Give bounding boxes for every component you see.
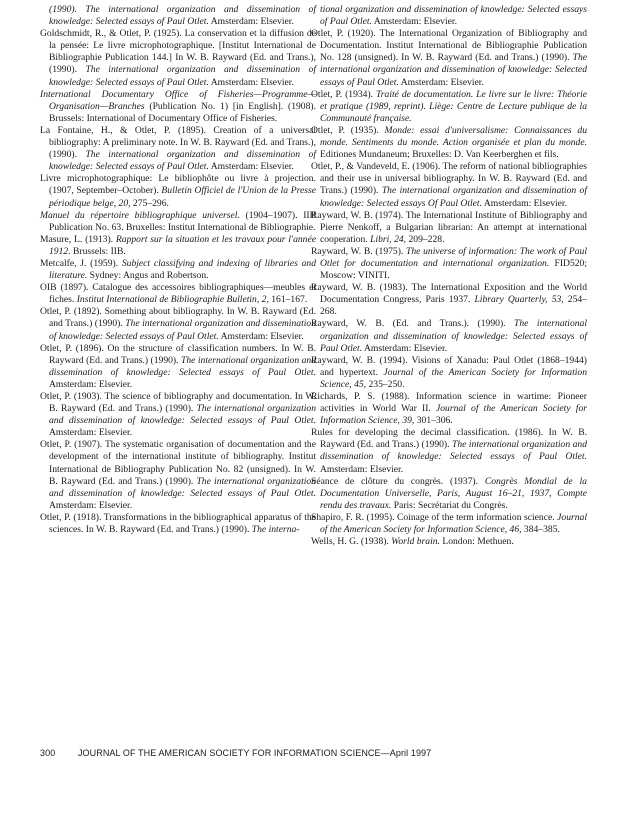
reference-text: Otlet, P. (1920). The International Organization of Bibliography and Documentation. Institut International de Bibliographie Publication No. 128 (unsigned). In W. B. Rayward (Ed. and Trans.) (1990). <box>311 28 587 64</box>
reference-text-tail: Amsterdam: Elsevier. <box>218 330 304 342</box>
reference-text-tail: Editiones Mundaneum; Bruxelles: D. Van Keerberghen et fils. <box>320 149 559 161</box>
reference-text: Otlet, P. (1907). The systematic organisation of documentation and the development of the international institute of bibliography. Institut International de Bibliography Publication No. 82 (unsigned). In W. B. Rayward (Ed. and Trans.) (1990). <box>40 439 316 487</box>
reference-italic-text: The international organization and dissemination of knowledge: Selected essays of Paul Otlet. <box>320 52 587 88</box>
reference-italic-text: Journal of the American Society for Information Science, 45, <box>320 366 587 390</box>
reference-text-tail: Amsterdam: Elsevier. <box>320 463 404 475</box>
reference-text: Rayward, W. B. (1983). The International Exposition and the World Documentation Congress, Paris 1937. <box>311 282 587 306</box>
reference-italic-text: Manuel du répertoire bibliographique universel. <box>40 209 240 221</box>
reference-entry <box>40 210 316 234</box>
reference-text-tail: Amsterdam: Elsevier. <box>362 342 448 354</box>
reference-entry <box>311 476 587 512</box>
reference-entry <box>40 306 316 342</box>
reference-text: La Fontaine, H., & Otlet, P. (1895). Creation of a universal bibliography: A preliminary note. In W. B. Rayward (Ed. and Trans.), (1990). <box>40 124 316 161</box>
reference-entry <box>40 282 316 306</box>
reference-italic-text: The universe of information: The work of Paul Otlet for documentation and international organization. <box>320 245 587 269</box>
reference-italic-text: The international organization and dissemination of knowledge: Selected essays of Paul Otlet. <box>49 475 316 499</box>
reference-text-tail: Amsterdam: Elsevier. <box>49 378 133 390</box>
reference-text-tail: 235–250. <box>366 378 405 390</box>
reference-italic-text: Libri, 24, <box>370 233 407 245</box>
reference-entry <box>40 391 316 439</box>
reference-entry <box>40 125 316 173</box>
reference-text: Otlet, P. (1903). The science of bibliography and documentation. In W. B. Rayward (Ed. and Trans.) (1990). <box>40 391 316 415</box>
reference-text: Otlet, P. (1918). Transformations in the bibliographical apparatus of the sciences. In W. B. Rayward (Ed. and Trans.) (1990). <box>40 511 316 536</box>
reference-text: Otlet, P. (1934). <box>311 88 376 100</box>
reference-italic-text: Rapport sur la situation et les travaux pour l'année 1912. <box>49 233 316 257</box>
reference-italic-text: International Documentary Office of Fisheries—Programme—Organisation—Branches <box>40 88 316 112</box>
reference-text: Livre microphotographique: Le bibliophôte ou livre à projection. (1907, September–October). <box>40 173 316 197</box>
reference-italic-text: Bulletin Officiel de l'Union de la Presse périodique belge, 20, <box>49 185 316 209</box>
reference-text: Rayward, W. B. (1994). Visions of Xanadu: Paul Otlet (1868–1944) and hypertext. <box>311 354 587 378</box>
reference-entry <box>40 4 316 28</box>
reference-italic-text: Subject classifying and indexing of libraries and literature. <box>49 257 316 282</box>
reference-text-tail: Amsterdam: Elsevier. <box>208 16 294 28</box>
reference-text-tail: Sydney: Angus and Robertson. <box>87 270 209 282</box>
reference-italic-text: Monde: essai d'universalisme: Connaissances du monde. Sentiments du monde. Action organisée et plan du monde. <box>320 124 587 149</box>
reference-italic-text: The international organization and dissemination of knowledge: Selected essays Of Paul Otlet. <box>320 185 588 209</box>
reference-entry <box>311 28 587 88</box>
reference-text: Richards, P. S. (1988). Information science in wartime: Pioneer activities in World War II. <box>311 391 587 415</box>
reference-entry <box>311 536 587 548</box>
journal-running-footer: JOURNAL OF THE AMERICAN SOCIETY FOR INFORMATION SCIENCE—April 1997 <box>77 748 432 758</box>
reference-text-tail: Amsterdam: Elsevier. <box>49 499 133 511</box>
reference-text: Rayward, W. B. (1975). <box>311 245 407 257</box>
reference-text-tail: Amsterdam: Elsevier. <box>208 76 294 88</box>
reference-entry <box>311 246 587 282</box>
reference-text: Otlet, P., & Vandeveld, E. (1906). The reform of national bibliographies and their use in universal bibliography. In W. B. Rayward (Ed. and Trans.) (1990). <box>311 161 587 197</box>
reference-entry <box>311 89 587 125</box>
reference-italic-text: World brain. <box>391 536 440 548</box>
reference-entry <box>40 28 316 88</box>
reference-text: Rayward, W. B. (1974). The International Institute of Bibliography and Pierre Nenkoff, a Bulgarian librarian: An attempt at international cooperation. <box>311 209 587 245</box>
reference-italic-text: tional organization and dissemination of knowledge: Selected essays of Paul Otlet. <box>320 4 587 28</box>
reference-text-tail: (1904–1907). IIB Publication No. 63. Bruxelles: Institut International de Bibliographie. <box>49 209 316 233</box>
reference-italic-text: The international organization and dissemination of knowledge: Selected essays of Paul Otlet. <box>49 318 316 342</box>
reference-text-tail: Amsterdam: Elsevier. <box>371 16 457 28</box>
reference-entry <box>311 318 587 354</box>
reference-italic-text: Institut International de Bibliographie Bulletin, 2, <box>76 294 269 306</box>
reference-entry <box>40 439 316 512</box>
reference-text: Wells, H. G. (1938). <box>311 536 392 548</box>
reference-text-tail: Amsterdam: Elsevier. <box>208 161 294 173</box>
page-footer <box>40 748 431 758</box>
reference-entry <box>311 391 587 427</box>
reference-text: Otlet, P. (1892). Something about bibliography. In W. B. Rayward (Ed. and Trans.) (1990). <box>40 306 316 330</box>
reference-italic-text: Traité de documentation. Le livre sur le livre: Théorie et pratique (1989, reprint). Liège: Centre de Lecture publique de la Communauté française. <box>320 88 587 124</box>
reference-italic-text: Journal of the American Society for Information Science, 39, <box>320 403 587 427</box>
reference-text: Goldschmidt, R., & Otlet, P. (1925). La conservation et la diffusion de la pensée: Le livre microphotographique. [Institut International de Bibliographie Publication 144.] In W. B. Rayward (Ed. and Trans.), (1990). <box>40 28 316 76</box>
reference-italic-text: The international organization and dissemination of knowledge: Selected essays of Paul Otlet. <box>320 439 587 463</box>
reference-italic-text: The international organization and dissemination of knowledge: Selected essays of Paul Otlet. <box>49 354 316 378</box>
reference-entry <box>311 355 587 391</box>
reference-text: Shapiro, F. R. (1995). Coinage of the term information science. <box>311 511 558 523</box>
reference-italic-text: The interna- <box>251 524 300 536</box>
reference-text-tail: Amsterdam: Elsevier. <box>481 197 567 209</box>
reference-italic-text: The international organization and dissemination of knowledge: Selected essays of Paul Otlet. <box>49 64 317 88</box>
reference-entry <box>40 234 316 258</box>
reference-italic-text: The international organization and dissemination of knowledge: Selected essays of Paul Otlet. <box>320 318 588 354</box>
reference-entry <box>40 89 316 125</box>
reference-text: Metcalfe, J. (1959). <box>40 257 122 269</box>
reference-entry <box>311 512 587 536</box>
reference-text-tail: (Publication No. 1) [in English]. (1908). Brussels: International of Documentary Office of Fisheries. <box>49 100 316 124</box>
reference-text: Séance de clôture du congrès. (1937). <box>311 475 485 487</box>
reference-italic-text: The international organization and dissemination of knowledge: Selected essays of Paul Otlet. <box>49 149 317 173</box>
reference-italic-text: (1990). The international organization and dissemination of knowledge: Selected essays of Paul Otlet. <box>49 4 316 28</box>
reference-entry <box>40 173 316 209</box>
reference-italic-text: The international organization and dissemination of knowledge: Selected essays of Paul Otlet. <box>49 403 316 427</box>
reference-text-tail: Brussels: IIB. <box>70 245 126 257</box>
reference-text: OIB (1897). Catalogue des accessoires bibliographiques—meubles et fiches. <box>40 282 316 306</box>
reference-text: Masure, L. (1913). <box>40 233 116 245</box>
reference-text-tail: Amsterdam: Elsevier. <box>398 76 484 88</box>
reference-text-tail: Paris: Secrétariat du Congrès. <box>391 499 508 511</box>
reference-text-tail: 254–268. <box>320 294 587 318</box>
reference-text: Otlet, P. (1935). <box>311 124 385 136</box>
references-left-column <box>40 4 316 536</box>
reference-entry <box>311 125 587 161</box>
reference-entry <box>40 258 316 282</box>
reference-entry <box>40 343 316 391</box>
page-number: 300 <box>40 748 56 758</box>
reference-text-tail: FID520; Moscow: VINITI. <box>320 257 587 282</box>
reference-entry <box>311 282 587 318</box>
reference-italic-text: Library Quarterly, 53, <box>474 294 564 306</box>
reference-text-tail: 275–296. <box>130 197 169 209</box>
reference-italic-text: Journal of the American Society for Information Science, 46, <box>320 511 587 536</box>
reference-text-tail: 161–167. <box>268 294 308 306</box>
reference-entry <box>311 210 587 246</box>
reference-text-tail: Amsterdam: Elsevier. <box>49 427 133 439</box>
reference-text-tail: London: Methuen. <box>439 536 514 548</box>
reference-italic-text: Congrès Mondial de la Documentation Universelle, Paris, August 16–21, 1937, Compte rendu des travaux. <box>320 475 587 511</box>
reference-entry <box>40 512 316 536</box>
reference-text-tail: 384–385. <box>521 524 560 536</box>
reference-text: Rules for developing the decimal classification. (1986). In W. B. Rayward (Ed. and Trans.) (1990). <box>311 427 587 451</box>
references-right-column <box>311 4 587 548</box>
reference-text: Otlet, P. (1896). On the structure of classification numbers. In W. B. Rayward (Ed. and Trans.) (1990). <box>40 342 316 366</box>
reference-text-tail: 301–306. <box>414 415 453 427</box>
reference-entry <box>311 427 587 475</box>
reference-entry <box>311 4 587 28</box>
reference-text-tail: 209–228. <box>406 233 445 245</box>
reference-entry <box>311 161 587 209</box>
reference-text: Rayward, W. B. (Ed. and Trans.). (1990). <box>311 318 515 330</box>
